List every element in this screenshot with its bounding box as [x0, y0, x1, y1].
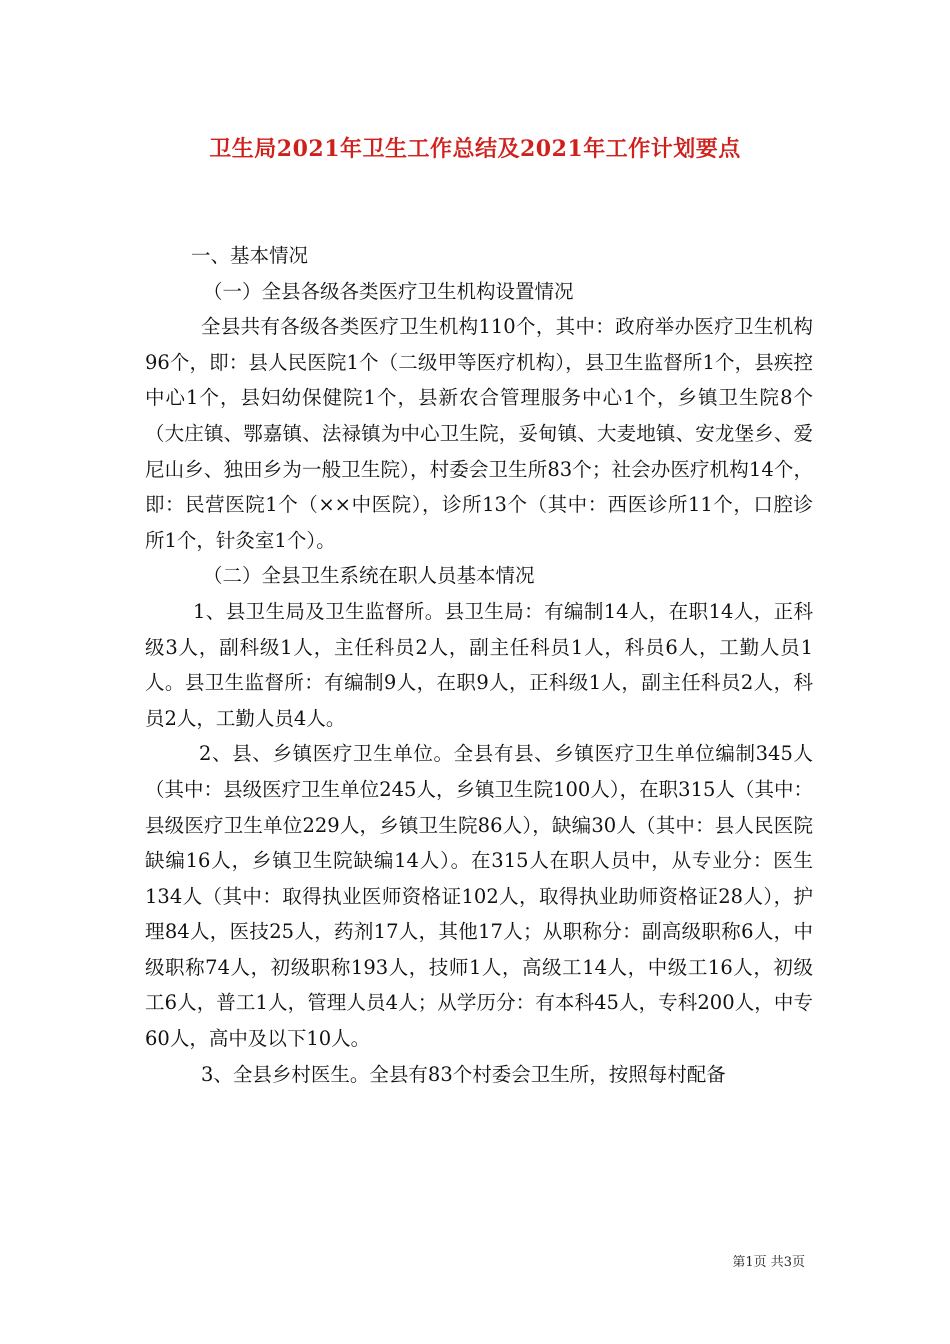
paragraph-health-bureau-staff: 1、县卫生局及卫生监督所。县卫生局：有编制14人，在职14人，正科级3人，副科级1人，主任科员2人，副主任科员1人，科员6人，工勤人员1人。县卫生监督所：有编制9人，在职9人，正科级1人，副主任科员2人，科员2人，工勤人员4人。 [145, 599, 813, 730]
paragraph-village-doctors: 3、全县乡村医生。全县有83个村委会卫生所，按照每村配备 [201, 1062, 726, 1086]
subsection-heading-staff: （二）全县卫生系统在职人员基本情况 [203, 564, 535, 588]
subsection-heading-institutions: （一）全县各级各类医疗卫生机构设置情况 [203, 279, 574, 303]
section-heading-basic-info: 一、基本情况 [191, 244, 309, 267]
document-body [145, 238, 813, 1092]
paragraph-institutions: 全县共有各级各类医疗卫生机构110个，其中：政府举办医疗卫生机构96个，即：县人民医院1个（二级甲等医疗机构），县卫生监督所1个，县疾控中心1个，县妇幼保健院1个，县新农合管理服务中心1个，乡镇卫生院8个（大庄镇、鄂嘉镇、法䘵镇为中心卫生院，妥甸镇、大麦地镇、安龙堡乡、爱尼山乡、独田乡为一般卫生院），村委会卫生所83个；社会办医疗机构14个，即：民营医院1个（××中医院），诊所13个（其中：西医诊所11个，口腔诊所1个，针灸室1个）。 [145, 315, 813, 552]
document-title: 卫生局2021年卫生工作总结及2021年工作计划要点 [209, 136, 741, 162]
page-indicator: 第1页 共3页 [732, 1255, 805, 1270]
paragraph-medical-units-staff: 2、县、乡镇医疗卫生单位。全县有县、乡镇医疗卫生单位编制345人（其中：县级医疗卫生单位245人，乡镇卫生院100人），在职315人（其中：县级医疗卫生单位229人，乡镇卫生院86人），缺编30人（其中：县人民医院缺编16人，乡镇卫生院缺编14人）。在315人在职人员中，从专业分：医生134人（其中：取得执业医师资格证102人，取得执业助师资格证28人），护理84人，医技25人，药剂17人，其他17人；从职称分：副高级职称6人，中级职称74人，初级职称193人，技师1人，高级工14人，中级工16人，初级工6人，普工1人，管理人员4人；从学历分：有本科45人，专科200人，中专60人，高中及以下10人。 [145, 742, 813, 1051]
